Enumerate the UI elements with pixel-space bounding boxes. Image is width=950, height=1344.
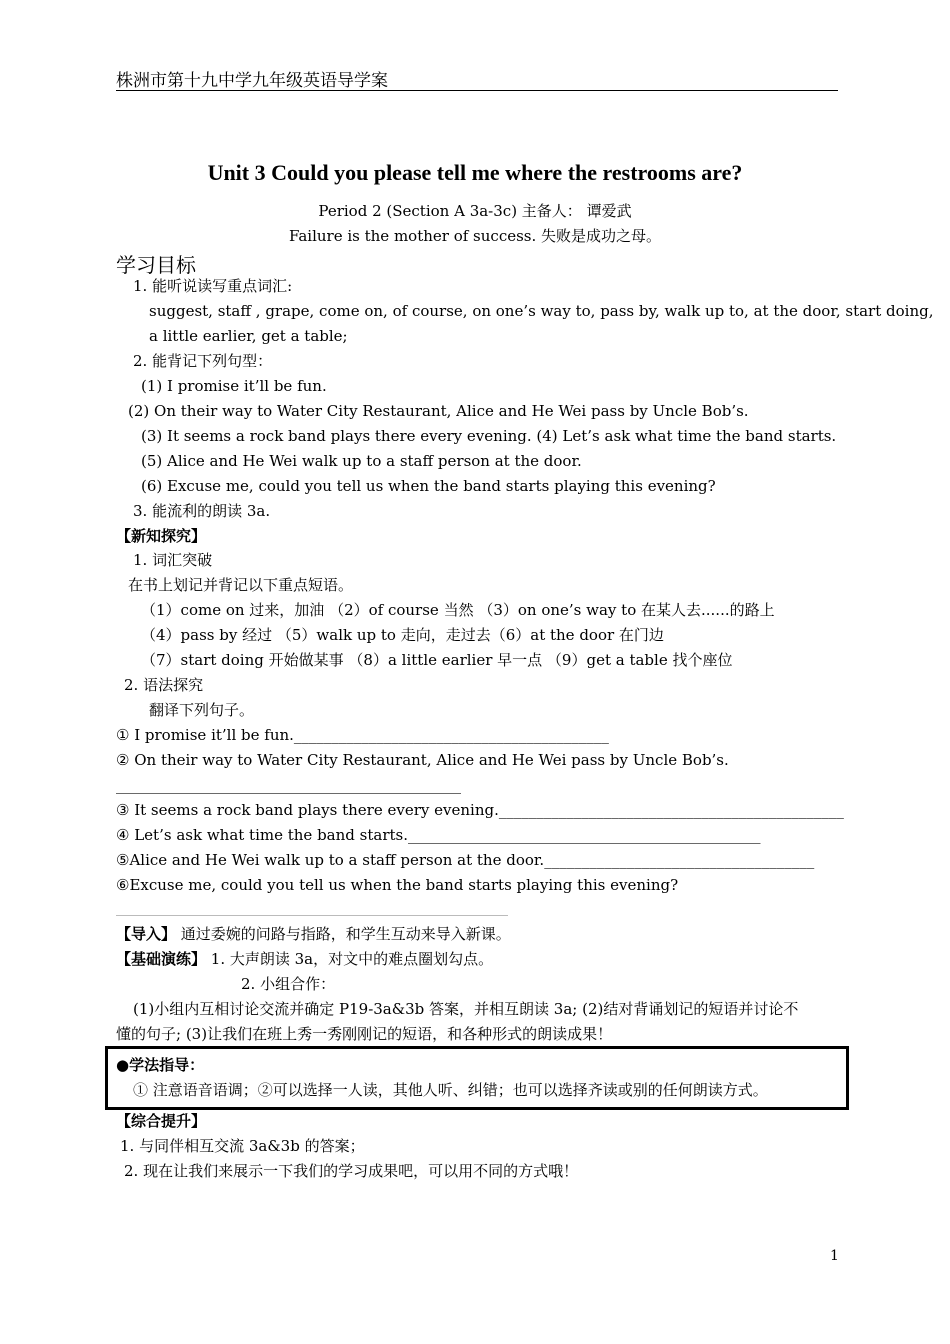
improve-heading: 【综合提升】 (116, 1112, 207, 1130)
translate-item-2-blank: ______________________________________________ (116, 776, 461, 794)
translate-item-1: ① I promise it’ll be fun.__________________________________________ (116, 726, 609, 744)
objectives-heading: 学习目标 (116, 253, 196, 277)
objective-words-line-1: suggest, staff , grape, come on, of course, on one’s way to, pass by, walk up to, at the door, start doing, (149, 302, 934, 320)
translate-item-2: ② On their way to Water City Restaurant, Alice and He Wei pass by Uncle Bob’s. (116, 751, 729, 769)
motto: Failure is the mother of success. 失败是成功之母。 (288, 227, 662, 245)
practice-paragraph-line-2: 懂的句子; (3)让我们在班上秀一秀刚刚记的短语，和各种形式的朗读成果！ (116, 1025, 613, 1043)
objective-words-line-2: a little earlier, get a table; (149, 327, 348, 345)
section-divider (116, 915, 508, 916)
practice-item-1: 1. 大声朗读 3a，对文中的难点圈划勾点。 (206, 950, 494, 968)
vocab-instruction: 在书上划记并背记以下重点短语。 (128, 576, 354, 594)
explore-heading: 【新知探究】 (116, 527, 207, 545)
document-header: 株洲市第十九中学九年级英语导学案 (116, 71, 388, 91)
translate-item-4: ④ Let’s ask what time the band starts._______________________________________________ (116, 826, 761, 844)
practice-item-2: 2. 小组合作： (241, 975, 336, 993)
lead-in (116, 924, 511, 944)
phrase-line-2: （4）pass by 经过 （5）walk up to 走向，走过去（6）at the door 在门边 (141, 626, 664, 644)
improve-item-1: 1. 与同伴相互交流 3a&3b 的答案； (120, 1137, 365, 1155)
practice-label: 【基础演练】 (116, 950, 207, 968)
sentence-3-4: (3) It seems a rock band plays there every evening. (4) Let’s ask what time the band starts. (141, 427, 837, 445)
practice-paragraph-line-1: (1)小组内互相讨论交流并确定 P19-3a&3b 答案，并相互朗读 3a; (2)结对背诵划记的短语并讨论不 (133, 1000, 799, 1018)
lead-in-label: 【导入】 (116, 925, 177, 943)
sentence-1: (1) I promise it’ll be fun. (141, 377, 327, 395)
translate-instruction: 翻译下列句子。 (149, 701, 255, 719)
sentence-6: (6) Excuse me, could you tell us when the band starts playing this evening? (141, 477, 716, 495)
period-info: Period 2 (Section A 3a-3c) 主备人： 谭爱武 (318, 202, 632, 220)
objective-item-2: 2. 能背记下列句型： (133, 352, 273, 370)
grammar-heading: 2. 语法探究 (124, 676, 204, 694)
vocab-heading: 1. 词汇突破 (133, 551, 213, 569)
translate-item-3: ③ It seems a rock band plays there every evening.______________________________________________ (116, 801, 844, 819)
phrase-line-3: （7）start doing 开始做某事 （8）a little earlier 早一点 （9）get a table 找个座位 (141, 651, 733, 669)
lead-in-text: 通过委婉的问路与指路，和学生互动来导入新课。 (176, 925, 511, 943)
sentence-5: (5) Alice and He Wei walk up to a staff person at the door. (141, 452, 582, 470)
objective-item-3: 3. 能流利的朗读 3a. (133, 502, 271, 520)
method-guide-box (105, 1046, 849, 1110)
header-divider (116, 90, 838, 91)
page-number: 1 (830, 1248, 839, 1264)
method-guide-heading: ●学法指导： (116, 1056, 205, 1074)
page-title: Unit 3 Could you please tell me where the restrooms are? (207, 160, 743, 185)
sentence-2: (2) On their way to Water City Restaurant, Alice and He Wei pass by Uncle Bob’s. (128, 402, 749, 420)
improve-item-2: 2. 现在让我们来展示一下我们的学习成果吧，可以用不同的方式哦！ (124, 1162, 579, 1180)
objective-item-1: 1. 能听说读写重点词汇: (133, 277, 293, 295)
translate-item-5: ⑤Alice and He Wei walk up to a staff person at the door.____________________________________ (116, 851, 815, 869)
translate-item-6: ⑥Excuse me, could you tell us when the band starts playing this evening? (116, 876, 679, 894)
practice-line (116, 949, 493, 969)
method-guide-text: ① 注意语音语调；②可以选择一人读，其他人听、纠错；也可以选择齐读或别的任何朗读方式。 (133, 1081, 768, 1099)
phrase-line-1: （1）come on 过来，加油 （2）of course 当然 （3）on one’s way to 在某人去......的路上 (141, 601, 775, 619)
